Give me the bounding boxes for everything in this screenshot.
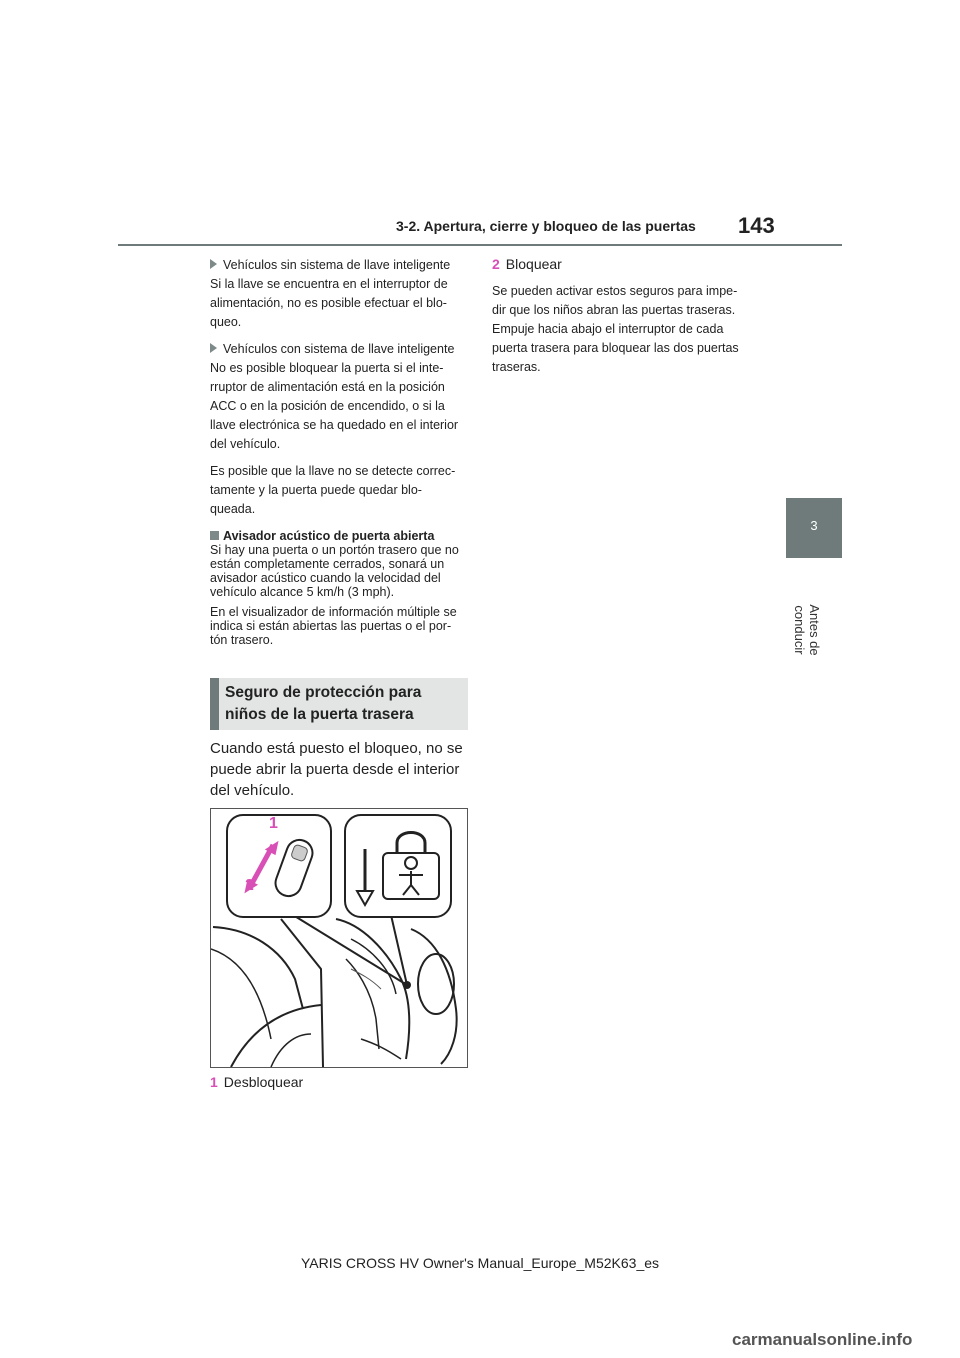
page-footer: YARIS CROSS HV Owner's Manual_Europe_M52K63_es — [300, 1255, 660, 1271]
paragraph-line: Si hay una puerta o un portón trasero que no — [210, 543, 459, 557]
paragraph-line: Cuando está puesto el bloqueo, no se — [210, 740, 463, 757]
header-rule — [118, 244, 842, 246]
paragraph-line: En el visualizador de información múltiple se — [210, 605, 457, 619]
running-header-title: 3-2. Apertura, cierre y bloqueo de las puertas — [396, 218, 696, 234]
item-heading: Vehículos con sistema de llave inteligente — [223, 342, 455, 356]
caption-number: 1 — [210, 1074, 218, 1090]
paragraph-line: avisador acústico cuando la velocidad del — [210, 571, 441, 585]
left-column — [210, 256, 472, 647]
section-title-line: Seguro de protección para — [225, 684, 422, 701]
paragraph-line: Se pueden activar estos seguros para impe- — [492, 284, 738, 298]
figure-callout-1: 1 — [269, 815, 278, 832]
paragraph-line: Empuje hacia abajo el interruptor de cada — [492, 322, 724, 336]
section-title-line: niños de la puerta trasera — [225, 706, 414, 723]
caption-item — [210, 1072, 303, 1093]
paragraph-line: llave electrónica se ha quedado en el interior — [210, 418, 459, 432]
paragraph-line: del vehículo. — [210, 782, 295, 799]
bullet-triangle-icon — [210, 343, 217, 353]
paragraph-line: No es posible bloquear la puerta si el inte- — [210, 361, 444, 375]
paragraph-line: alimentación, no es posible efectuar el blo- — [210, 296, 447, 310]
list-item — [210, 340, 472, 359]
paragraph-line: puede abrir la puerta desde el interior — [210, 761, 460, 778]
child-lock-illustration — [210, 808, 468, 1068]
paragraph-line: rruptor de alimentación está en la posición — [210, 380, 445, 394]
warning-title: Avisador acústico de puerta abierta — [223, 529, 435, 543]
paragraph-line: del vehículo. — [210, 437, 281, 451]
item-heading: Vehículos sin sistema de llave inteligente — [223, 258, 451, 272]
page-number: 143 — [738, 213, 775, 238]
paragraph-line: vehículo alcance 5 km/h (3 mph). — [210, 585, 395, 599]
right-column — [492, 254, 752, 377]
warning-heading — [210, 529, 472, 543]
paragraph-line: Es posible que la llave no se detecte correc- — [210, 464, 456, 478]
bullet-square-icon — [210, 531, 219, 540]
paragraph-line: dir que los niños abran las puertas traseras. — [492, 303, 736, 317]
paragraph-line: ACC o en la posición de encendido, o si la — [210, 399, 445, 413]
paragraph-line: Si la llave se encuentra en el interruptor de — [210, 277, 448, 291]
paragraph-line: queo. — [210, 315, 242, 329]
figure-callout-2: 2 — [245, 877, 254, 894]
paragraph-line: queada. — [210, 502, 256, 516]
chapter-label: Antes de conducir — [792, 604, 822, 656]
bullet-triangle-icon — [210, 259, 217, 269]
illustration-svg — [211, 809, 467, 1067]
step-title: Bloquear — [505, 256, 562, 272]
paragraph-line: traseras. — [492, 360, 541, 374]
chapter-tab: 3 — [786, 498, 842, 558]
paragraph-line: tón trasero. — [210, 633, 274, 647]
caption-text: Desbloquear — [223, 1074, 304, 1090]
watermark: carmanualsonline.info — [732, 1330, 913, 1349]
step-heading — [492, 254, 752, 274]
list-item — [210, 256, 472, 275]
section-heading — [210, 678, 468, 730]
paragraph-line: indica si están abiertas las puertas o el por- — [210, 619, 452, 633]
intro-paragraph — [210, 738, 472, 801]
step-number: 2 — [492, 256, 500, 272]
paragraph-line: están completamente cerrados, sonará un — [210, 557, 445, 571]
paragraph-line: tamente y la puerta puede quedar blo- — [210, 483, 422, 497]
paragraph-line: puerta trasera para bloquear las dos puertas — [492, 341, 739, 355]
